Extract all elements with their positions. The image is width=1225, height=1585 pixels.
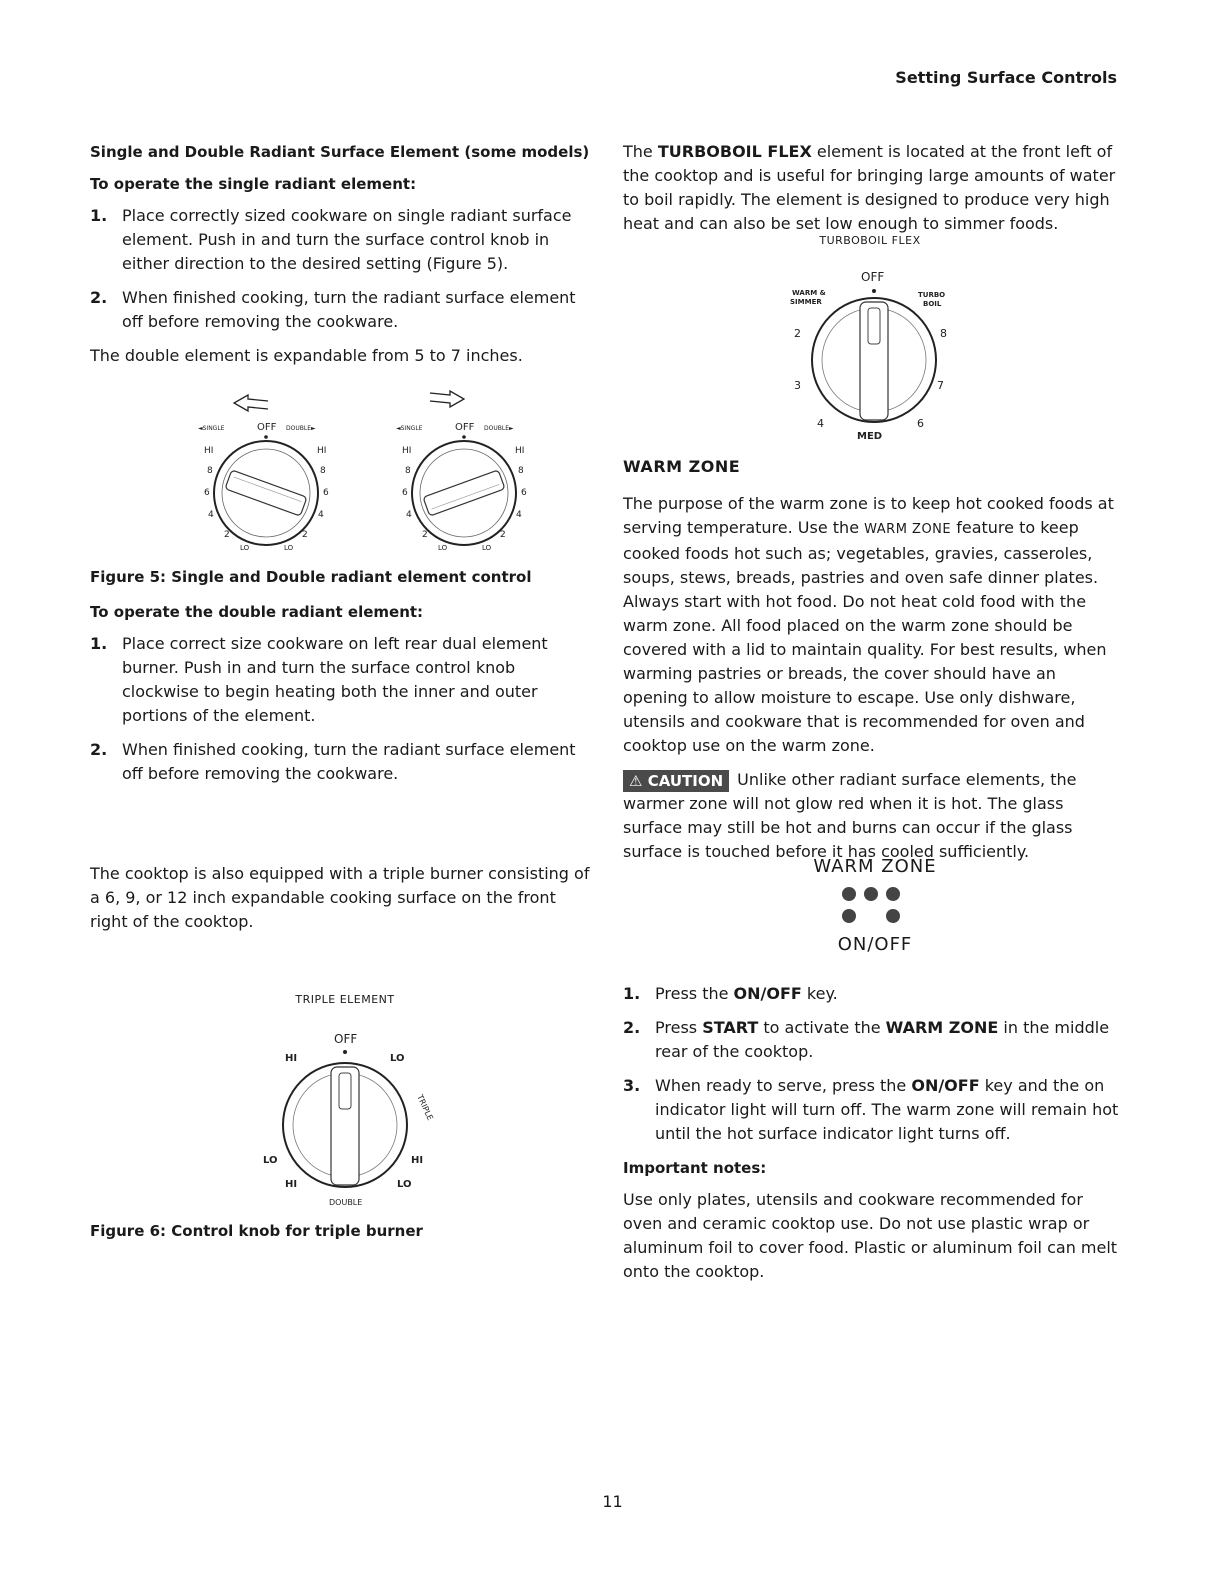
caution-badge: ⚠ CAUTION — [623, 770, 729, 792]
single-knob — [198, 395, 329, 552]
svg-text:BOIL: BOIL — [923, 300, 942, 308]
double-knob — [396, 391, 527, 552]
figure-6-title: TRIPLE ELEMENT — [295, 993, 395, 1006]
caution-paragraph: ⚠ CAUTION Unlike other radiant surface elements, the warmer zone will not glow red when it is hot. The glass surface may still be hot and burns can occur if the glass surface is touched before it has cooled sufficiently. — [623, 770, 1077, 861]
warm-zone-heading: WARM ZONE — [623, 457, 741, 476]
turbo-figure-title: TURBOBOIL FLEX — [819, 234, 921, 247]
svg-text:8: 8 — [320, 466, 326, 476]
svg-text:DOUBLE►: DOUBLE► — [286, 425, 316, 432]
svg-text:2: 2 — [500, 530, 506, 540]
list-item: 2. Press START to activate the WARM ZONE in the middle rear of the cooktop. — [623, 1018, 1110, 1061]
warm-steps-list — [623, 982, 1123, 1146]
list-item: 2. When finished cooking, turn the radiant surface element off before removing the cookware. — [90, 288, 576, 331]
section-title: Single and Double Radiant Surface Element (some models) — [90, 143, 590, 161]
svg-text:6: 6 — [323, 488, 329, 498]
counterclockwise-arrow-icon — [234, 395, 268, 411]
figure-5-caption: Figure 5: Single and Double radiant element control — [90, 568, 532, 586]
double-element-section — [90, 600, 595, 796]
svg-text:4: 4 — [406, 510, 412, 520]
svg-text:4: 4 — [318, 510, 324, 520]
svg-text:TRIPLE: TRIPLE — [415, 1093, 435, 1122]
warm-zone-indicator-icon — [835, 882, 915, 932]
double-note: The double element is expandable from 5 to 7 inches. — [90, 346, 523, 365]
list-item: 3. When ready to serve, press the ON/OFF key and the on indicator light will turn off. The warm zone will remain hot until the hot surface indicator light turns off. — [623, 1076, 1119, 1143]
svg-text:HI: HI — [285, 1179, 298, 1190]
svg-text:LO: LO — [482, 544, 492, 552]
figure-6-caption: Figure 6: Control knob for triple burner — [90, 1222, 423, 1240]
left-column — [90, 140, 595, 368]
single-steps-list — [90, 204, 595, 334]
svg-text:2: 2 — [302, 530, 308, 540]
warm-zone-steps — [623, 982, 1123, 1284]
on-off-key-label: ON/OFF — [837, 934, 913, 955]
svg-text:4: 4 — [516, 510, 522, 520]
warm-zone-panel-title: WARM ZONE — [813, 856, 937, 877]
list-item: 1. Press the ON/OFF key. — [623, 984, 838, 1003]
figure-5-knobs — [190, 385, 540, 560]
svg-text:6: 6 — [204, 488, 210, 498]
page-header-title: Setting Surface Controls — [895, 68, 1117, 87]
svg-text:SIMMER: SIMMER — [790, 298, 822, 306]
svg-text:◄SINGLE: ◄SINGLE — [396, 425, 423, 432]
svg-text:MED: MED — [857, 431, 883, 442]
turbo-intro: The TURBOBOIL FLEX element is located at the front left of the cooktop and is useful for bringing large amounts of water to boil rapidly. The element is designed to produce very high heat and can also be set low enough to simmer foods. — [623, 142, 1116, 233]
warm-zone-paragraph-1: The purpose of the warm zone is to keep hot cooked foods at serving temperature. Use the WARM ZONE feature to keep cooked foods hot such as; vegetables, gravies, casseroles, soups, stews, breads, pastries and oven safe dinner plates. — [623, 494, 1114, 587]
turbo-knob-figure — [780, 265, 970, 445]
svg-text:LO: LO — [438, 544, 448, 552]
important-notes-title: Important notes: — [623, 1159, 767, 1177]
svg-text:3: 3 — [794, 379, 801, 392]
double-steps-list — [90, 632, 595, 786]
svg-text:LO: LO — [390, 1053, 405, 1064]
svg-text:8: 8 — [207, 466, 213, 476]
svg-text:HI: HI — [285, 1053, 298, 1064]
svg-text:6: 6 — [521, 488, 527, 498]
svg-text:8: 8 — [405, 466, 411, 476]
svg-text:OFF: OFF — [334, 1032, 358, 1046]
svg-text:LO: LO — [263, 1155, 278, 1166]
svg-text:2: 2 — [422, 530, 428, 540]
svg-text:DOUBLE►: DOUBLE► — [484, 425, 514, 432]
svg-text:4: 4 — [208, 510, 214, 520]
svg-text:2: 2 — [224, 530, 230, 540]
svg-text:LO: LO — [240, 544, 250, 552]
svg-text:DOUBLE: DOUBLE — [329, 1198, 363, 1207]
figure-6-knob — [245, 1025, 445, 1215]
svg-text:8: 8 — [940, 327, 947, 340]
svg-text:OFF: OFF — [257, 422, 277, 433]
svg-text:4: 4 — [817, 417, 824, 430]
important-notes-text: Use only plates, utensils and cookware recommended for oven and ceramic cooktop use. Do not use plastic wrap or aluminum foil to cover food. Plastic or aluminum foil can melt onto the cooktop. — [623, 1190, 1118, 1281]
svg-text:HI: HI — [204, 446, 214, 456]
list-item: 2. When finished cooking, turn the radiant surface element off before removing the cookware. — [90, 740, 576, 783]
warm-zone-section — [623, 492, 1123, 864]
page-number: 11 — [602, 1492, 623, 1511]
svg-text:2: 2 — [794, 327, 801, 340]
svg-text:LO: LO — [397, 1179, 412, 1190]
svg-text:HI: HI — [411, 1155, 424, 1166]
svg-text:6: 6 — [917, 417, 924, 430]
svg-text:OFF: OFF — [455, 422, 475, 433]
svg-text:◄SINGLE: ◄SINGLE — [198, 425, 225, 432]
svg-text:WARM &: WARM & — [792, 289, 826, 297]
double-element-title: To operate the double radiant element: — [90, 603, 424, 621]
svg-text:HI: HI — [317, 446, 327, 456]
svg-text:LO: LO — [284, 544, 294, 552]
svg-text:6: 6 — [402, 488, 408, 498]
list-item: 1. Place correct size cookware on left rear dual element burner. Push in and turn the surface control knob clockwise to begin heating both the inner and outer portions of the element. — [90, 634, 548, 725]
single-element-title: To operate the single radiant element: — [90, 175, 417, 193]
svg-text:7: 7 — [937, 379, 944, 392]
svg-text:OFF: OFF — [861, 270, 885, 284]
warm-zone-paragraph-2: Always start with hot food. Do not heat cold food with the warm zone. All food placed on the warm zone should be covered with a lid to maintain quality. For best results, when warming pastries or breads, the cover should have an opening to allow moisture to escape. Use only dishware, utensils and cookware that is recommended for oven and cooktop use on the warm zone. — [623, 592, 1107, 755]
warning-triangle-icon: ⚠ — [629, 771, 643, 790]
svg-text:TURBO: TURBO — [918, 291, 946, 299]
svg-text:HI: HI — [402, 446, 412, 456]
list-item: 1. Place correctly sized cookware on single radiant surface element. Push in and turn the surface control knob in either direction to the desired setting (Figure 5). — [90, 206, 572, 273]
triple-burner-note: The cooktop is also equipped with a triple burner consisting of a 6, 9, or 12 inch expandable cooking surface on the front right of the cooktop. — [90, 864, 590, 931]
svg-text:HI: HI — [515, 446, 525, 456]
svg-text:8: 8 — [518, 466, 524, 476]
clockwise-arrow-icon — [430, 391, 464, 407]
